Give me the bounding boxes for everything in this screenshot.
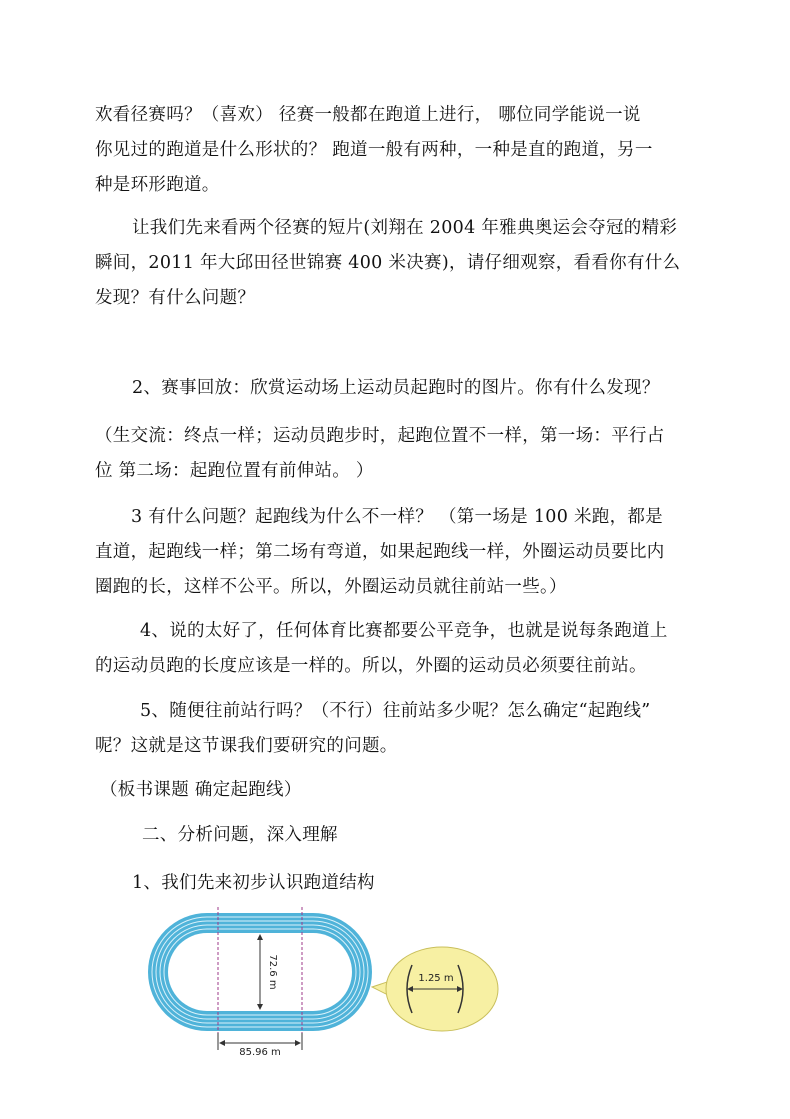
p8-line1: （板书课题 确定起跑线） <box>100 780 302 800</box>
track-width-label: 72.6 m <box>267 954 278 990</box>
p1-line3: 种是环形跑道。 <box>95 175 220 195</box>
p2-line2: 瞬间，2011 年大邱田径世锦赛 400 米决赛)，请仔细观察，看看你有什么 <box>95 253 681 273</box>
p6-line1: 4、说的太好了，任何体育比赛都要公平竞争，也就是说每条跑道上 <box>140 621 668 641</box>
section-heading: 二、分析问题，深入理解 <box>142 825 338 845</box>
track-diagram <box>140 905 510 1055</box>
lane-width-label: 1.25 m <box>418 973 454 984</box>
track-length-label: 85.96 m <box>239 1047 281 1055</box>
p2-line3: 发现？有什么问题？ <box>95 288 256 308</box>
p10-line1: 1、我们先来初步认识跑道结构 <box>132 873 375 893</box>
track-figure <box>140 905 510 1055</box>
p7-line1: 5、随便往前站行吗？（不行）往前站多少呢？怎么确定“起跑线” <box>140 701 651 721</box>
p6-line2: 的运动员跑的长度应该是一样的。所以，外圈的运动员必须要往前站。 <box>95 656 647 676</box>
p5-line1: 3 有什么问题？起跑线为什么不一样？ （第一场是 100 米跑，都是 <box>131 507 663 527</box>
p1-line1: 欢看径赛吗？（喜欢） 径赛一般都在跑道上进行， 哪位同学能说一说 <box>95 105 641 125</box>
p4-line2: 位 第二场：起跑位置有前伸站。 ） <box>95 461 374 481</box>
p5-line3: 圈跑的长，这样不公平。所以，外圈运动员就往前站一些。） <box>95 577 567 597</box>
p1-line2: 你见过的跑道是什么形状的？ 跑道一般有两种，一种是直的跑道，另一 <box>95 140 653 160</box>
p4-line1: （生交流：终点一样；运动员跑步时，起跑位置不一样，第一场：平行占 <box>95 426 665 446</box>
p5-line2: 直道，起跑线一样；第二场有弯道，如果起跑线一样，外圈运动员要比内 <box>95 542 665 562</box>
p2-line1: 让我们先来看两个径赛的短片(刘翔在 2004 年雅典奥运会夺冠的精彩 <box>132 218 678 238</box>
p3-line1: 2、赛事回放：欣赏运动场上运动员起跑时的图片。你有什么发现？ <box>132 378 660 398</box>
p7-line2: 呢？这就是这节课我们要研究的问题。 <box>95 736 398 756</box>
